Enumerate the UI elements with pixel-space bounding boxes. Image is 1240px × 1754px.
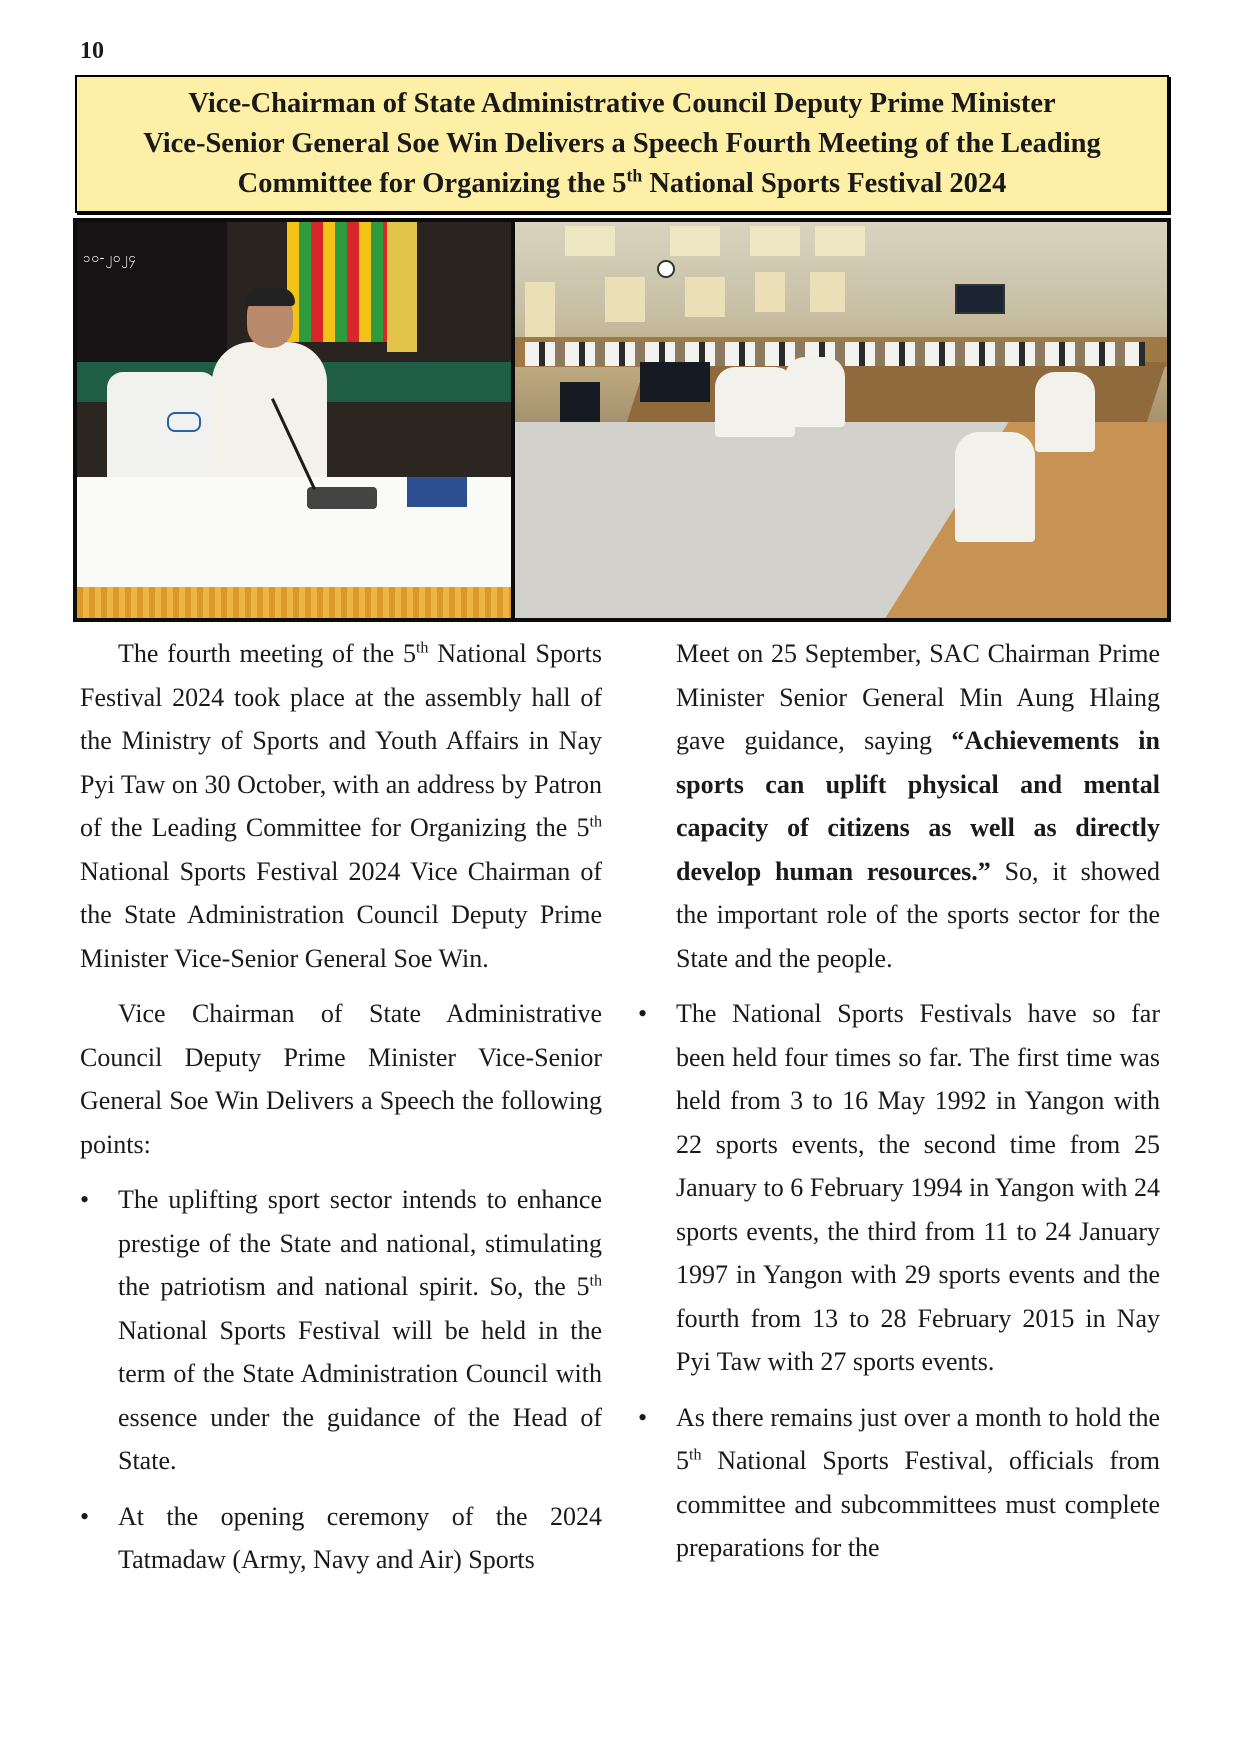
- bullet-text: National Sports Festival, officials from committee and subcommittees must complete preparations for the: [676, 1446, 1160, 1562]
- bullet-continuation: [638, 632, 1160, 980]
- headline-box: [75, 75, 1169, 213]
- bullet-text: Meet on 25 September, SAC Chairman Prime Minister Senior General Min Aung Hlaing gave guidance, saying: [676, 639, 1160, 755]
- wall-clock: [657, 260, 675, 278]
- headline-line-3: [238, 164, 1007, 204]
- bullet-point: • The National Sports Festivals have so far been held four times so far. The first time was held from 3 to 16 May 1992 in Yangon with 22 sports events, the second time from 25 January to 6 February 1994 in Yangon with 24 sports events, the third from 11 to 24 January 1997 in Yangon with 29 sports events and the fourth from 13 to 28 February 2015 in Nay Pyi Taw with 27 sports events.: [638, 992, 1160, 1384]
- article-column-right: [638, 632, 1160, 1582]
- meeting-hall-photo: [515, 222, 1167, 618]
- bullet-text: So, it showed the important role of the sports sector for the State and the people.: [676, 856, 1161, 973]
- monitor: [640, 362, 710, 402]
- speaker-photo: [77, 222, 511, 618]
- monitor: [560, 382, 600, 422]
- headline-line-2: Vice-Senior General Soe Win Delivers a Speech Fourth Meeting of the Leading: [143, 128, 1101, 159]
- bullet-text: National Sports Festival will be held in the term of the State Administration Council with essence under the guidance of the Head of State.: [118, 1315, 602, 1475]
- bullet-text: As there remains just over a month to hold the 5: [676, 1402, 1160, 1475]
- bullet-text: The uplifting sport sector intends to enhance prestige of the State and national, stimulating the patriotism and national spirit. So, the 5: [118, 1185, 602, 1301]
- speech-intro-paragraph: Vice Chairman of State Administrative Council Deputy Prime Minister Vice-Senior General Soe Win Delivers a Speech the following points:: [80, 999, 602, 1159]
- page-number: 10: [80, 38, 104, 64]
- headline-line-1: Vice-Chairman of State Administrative Council Deputy Prime Minister: [188, 88, 1056, 119]
- superscript: th: [415, 639, 429, 657]
- headline-line-3-post: National Sports Festival 2024: [642, 168, 1007, 199]
- olympic-logo: [167, 412, 201, 432]
- superscript: th: [689, 1446, 702, 1464]
- photo-date-caption: ၁၀-၂၀၂၄: [83, 251, 137, 266]
- intro-text-part-2: National Sports Festival 2024 took place at the assembly hall of the Ministry of Sports and Youth Affairs in Nay Pyi Taw on 30 October, with an address by Patron of the Leading Committee for Organizing the 5: [80, 639, 602, 842]
- superscript: th: [589, 813, 602, 831]
- bullet-point: [638, 1396, 1160, 1570]
- photo-strip: [73, 218, 1171, 622]
- headline-superscript: th: [626, 165, 643, 186]
- intro-paragraph: [80, 632, 602, 980]
- article-column-left: [80, 632, 602, 1594]
- superscript: th: [589, 1272, 602, 1290]
- headline-line-3-pre: Committee for Organizing the 5: [237, 168, 627, 199]
- bullet-point: [80, 1178, 602, 1483]
- intro-text-part-3: National Sports Festival 2024 Vice Chairman of the State Administration Council Deputy Prime Minister Vice-Senior General Soe Win.: [80, 856, 602, 973]
- bullet-point: [80, 1495, 602, 1582]
- wall-screen: [955, 284, 1005, 314]
- bullet-text: At the opening ceremony of the 2024 Tatmadaw (Army, Navy and Air) Sports: [118, 1501, 602, 1574]
- intro-text-part-1: The fourth meeting of the 5: [118, 639, 416, 668]
- bold-quote: “Achievements in sports can uplift physical and mental capacity of citizens as well as directly develop human resources.”: [676, 726, 1160, 886]
